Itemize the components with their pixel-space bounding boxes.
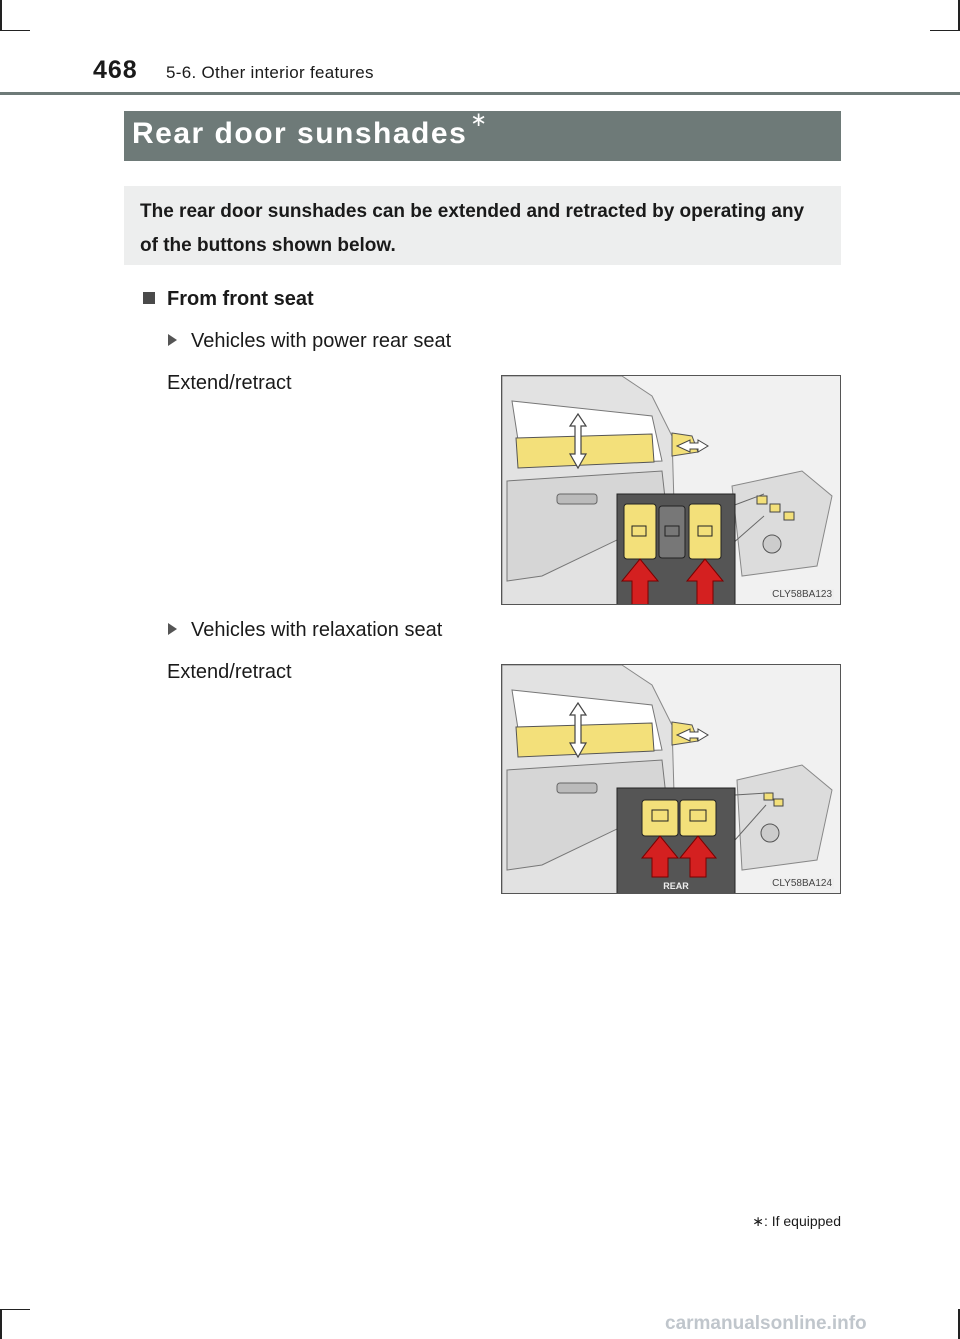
rear-panel-label: REAR bbox=[663, 881, 689, 891]
footnote bbox=[752, 1213, 841, 1230]
triangle-bullet-icon bbox=[168, 334, 177, 346]
figure-code: CLY58BA124 bbox=[772, 878, 832, 889]
triangle-bullet-icon bbox=[168, 623, 177, 635]
crop-mark-top-left-v bbox=[0, 0, 2, 30]
page-number: 468 bbox=[93, 56, 138, 84]
bullet-text: Vehicles with relaxation seat bbox=[191, 619, 443, 641]
watermark: carmanualsonline.info bbox=[665, 1313, 867, 1334]
crop-mark-top-left-h bbox=[0, 30, 30, 31]
page-title: Rear door sunshades bbox=[132, 117, 468, 150]
intro-box bbox=[124, 186, 841, 265]
section-label: 5-6. Other interior features bbox=[166, 63, 374, 82]
title-bar bbox=[124, 111, 841, 161]
square-bullet-icon bbox=[143, 292, 155, 304]
subheading-text: From front seat bbox=[167, 288, 314, 310]
crop-mark-top-right-h bbox=[930, 30, 960, 31]
caption-extend-retract: Extend/retract bbox=[167, 661, 292, 683]
header-rule bbox=[0, 92, 960, 95]
figure-code: CLY58BA123 bbox=[772, 589, 832, 600]
subheading bbox=[143, 288, 314, 311]
crop-mark-bottom-left-v bbox=[0, 1309, 2, 1339]
footnote-marker: ∗ bbox=[752, 1213, 764, 1229]
footnote-text: : If equipped bbox=[763, 1213, 841, 1229]
door-switch-illustration bbox=[502, 665, 841, 894]
equipped-marker: ∗ bbox=[470, 109, 488, 131]
bullet-text: Vehicles with power rear seat bbox=[191, 330, 452, 352]
bullet-power-rear-seat bbox=[168, 330, 451, 353]
door-switch-illustration bbox=[502, 376, 841, 605]
figure-power-rear-seat bbox=[501, 375, 841, 605]
bullet-relaxation-seat bbox=[168, 619, 442, 642]
crop-mark-bottom-left-h bbox=[0, 1309, 30, 1310]
figure-relaxation-seat bbox=[501, 664, 841, 894]
intro-text: The rear door sunshades can be extended and retracted by operating any of the buttons shown below. bbox=[140, 201, 805, 256]
caption-extend-retract: Extend/retract bbox=[167, 372, 292, 394]
